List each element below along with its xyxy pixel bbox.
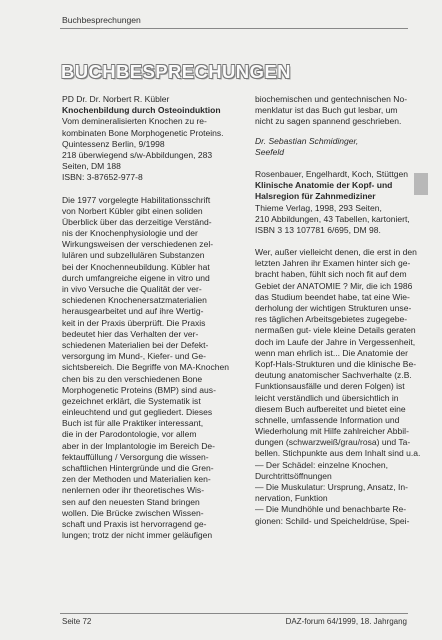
review1-body-line: schiedenen Materialien bei der Defekt- — [62, 339, 209, 350]
review1-body-line: nenlernen oder ihr theoretisches Wis- — [62, 485, 205, 496]
review1-body — [62, 195, 230, 542]
review1-body-line: bedeutet hier das Verhalten der ver- — [62, 328, 199, 339]
review1-body-line: Morphogenetic Proteins (BMP) sind aus- — [62, 384, 216, 395]
review1-subtitle-line: Vom demineralisierten Knochen zu re- — [62, 116, 207, 127]
review1-body-line: einleuchtend und gut gegliedert. Dieses — [62, 407, 213, 418]
review2-authors: Rosenbauer, Engelhardt, Koch, Stüttgen — [255, 168, 409, 179]
review1-body-line: schiedenen Knochenersatzmaterialien — [62, 295, 207, 306]
review2-body-line: deutung anatomischer Sachverhalte (z.B. — [255, 370, 412, 381]
review2-body-line: — Der Schädel: einzelne Knochen, — [255, 459, 389, 470]
review1-body-line: sichtsbereich. Die Begriffe von MA-Knochen — [62, 362, 230, 373]
review2-title-line: Halsregion für Zahnmediziner — [255, 191, 376, 202]
review1-body-line: wollen. Die Brücke zwischen Wissen- — [62, 507, 204, 518]
review2-title-line: Klinische Anatomie der Kopf- und — [255, 180, 393, 191]
review2-body-line: bracht haben, fühlt sich noch fit auf dem — [255, 269, 407, 280]
review1-reviewer: Dr. Sebastian Schmidinger, — [255, 135, 359, 146]
review2-body-line: nervation, Funktion — [255, 493, 328, 504]
review2-body-line: leicht verständlich und übersichtlich in — [255, 392, 399, 403]
review1-body-line: schaftlichen Hintergründe und die Gren- — [62, 463, 214, 473]
review1-body-line: nis der Knochenphysiologie und der — [62, 228, 198, 239]
review1-body-line: von Norbert Kübler gibt einen soliden — [62, 205, 203, 216]
review2-body-line: Kopf-Hals-Strukturen und die klinische Be- — [255, 358, 417, 369]
review2-body-line: — Die Mundhöhle und benachbarte Re- — [255, 504, 407, 515]
review1-body-line: Die 1977 vorgelegte Habilitationsschrift — [62, 194, 211, 205]
review1-title: Knochenbildung durch Osteoinduktion — [62, 105, 221, 116]
review1-body-line: fektauffüllung / Versorgung die wissen- — [62, 451, 209, 462]
review2-body-line: Wer, außer vielleicht denen, die erst in den — [255, 247, 417, 258]
review2-body — [255, 247, 423, 527]
review2-body-line: — Die Muskulatur: Ursprung, Ansatz, In- — [255, 482, 408, 492]
review2-body-line: res täglichen Arbeitsgebietes zugegebe- — [255, 314, 408, 325]
review2-meta-line: Thieme Verlag, 1998, 293 Seiten, — [255, 202, 382, 213]
review1-subtitle-line: kombinaten Bone Morphogenetic Proteins. — [62, 127, 224, 138]
review2-body-line: das Studium beendet habe, tat eine Wie- — [255, 291, 410, 302]
review1-body-line: in vivo Versuche die Qualität der ver- — [62, 284, 202, 294]
review2-body-line: derholung der wichtigen Strukturen unse- — [255, 303, 412, 313]
review1-meta-line: Quintessenz Berlin, 9/1998 — [62, 138, 165, 149]
review1-meta-line: Seiten, DM 188 — [62, 161, 121, 172]
review2-body-line: bellen. Stichpunkte aus dem Inhalt sind u.a. — [255, 448, 421, 459]
review1-meta-line: 218 überwiegend s/w-Abbildungen, 283 — [62, 149, 213, 160]
review1-reviewer-location: Seefeld — [255, 146, 284, 157]
review1-body-line: keit in der Praxis überprüft. Die Praxis — [62, 317, 206, 328]
review1-body-line: schaft und Praxis ist hervorragend ge- — [62, 518, 207, 529]
right-column — [255, 94, 423, 527]
review1-continuation-line: nicht zu sagen spannend geschrieben. — [255, 116, 402, 127]
review1-continuation-line: menklatur ist das Buch gut lesbar, um — [255, 105, 398, 116]
review2-body-line: wenn man ehrlich ist... Die Anatomie der — [255, 347, 408, 358]
header-rule — [60, 28, 408, 29]
page-number: Seite 72 — [62, 617, 92, 626]
review2-body-line: nermaßen gut- viele kleine Details geraten — [255, 325, 416, 336]
review2-body-line: gionen: Schild- und Speicheldrüse, Spei- — [255, 515, 410, 526]
review1-continuation-line: biochemischen und gentechnischen No- — [255, 94, 408, 104]
running-head: Buchbesprechungen — [62, 15, 141, 25]
review2-body-line: Wiederholung mit Hilfe zahlreicher Abbil- — [255, 426, 409, 437]
review1-body-line: herausgearbeitet und auf ihre Wertig- — [62, 306, 204, 317]
review1-author: PD Dr. Dr. Norbert R. Kübler — [62, 94, 170, 104]
review1-body-line: lulären und subzellulären Substanzen — [62, 250, 205, 261]
review2-meta-line: 210 Abbildungen, 43 Tabellen, kartoniert, — [255, 213, 410, 224]
review1-body-line: lungen; trotz der nicht immer geläufigen — [62, 530, 213, 541]
review2-body-line: schnelle, umfassende Information und — [255, 414, 400, 425]
review2-body-line: letzten Jahren ihr Examen hinter sich ge- — [255, 258, 411, 269]
review2-body-line: doch im Laufe der Jahre in Vergessenheit, — [255, 336, 416, 347]
review1-body-line: sen auf den neuesten Stand bringen — [62, 496, 200, 507]
review2-meta-line: ISBN 3 13 107781 6/695, DM 98. — [255, 224, 381, 235]
journal-info: DAZ-forum 64/1999, 18. Jahrgang — [285, 617, 407, 626]
review1-body-line: durch umfangreiche eigene in vitro und — [62, 272, 210, 283]
review2-body-line: Durchtrittsöffnungen — [255, 470, 332, 481]
review1-body-line: zen der Methoden und Materialien ken- — [62, 474, 211, 485]
review1-body-line: chen bis zu den verschiedenen Bone — [62, 373, 203, 384]
review2-body-line: dungen (schwarzweiß/grau/rosa) und Ta- — [255, 437, 411, 448]
footer-rule — [60, 613, 408, 614]
review1-body-line: Buch ist für alle Praktiker interessant, — [62, 418, 204, 429]
review1-body-line: die in der Parodontologie, vor allem — [62, 429, 197, 440]
review1-body-line: gezeichnet erklärt, die Systematik ist — [62, 395, 201, 406]
review1-body-line: bei der Knochenneubildung. Kübler hat — [62, 261, 210, 272]
review2-body-line: diesem Buch aufbereitet und bietet eine — [255, 403, 406, 414]
section-title: BUCHBESPRECHUNGEN — [61, 61, 291, 82]
review2-body-line: Funktionsausfälle und deren Folgen) ist — [255, 381, 405, 392]
review2-body-line: Gebiet der ANATOMIE ? Mir, die ich 1986 — [255, 280, 413, 291]
review1-body-line: versorgung im Mund-, Kiefer- und Ge- — [62, 351, 206, 362]
left-column — [62, 94, 230, 541]
review1-body-line: Überblick über das derzeitige Verständ- — [62, 216, 212, 227]
review1-meta-line: ISBN: 3-87652-977-8 — [62, 172, 143, 183]
review1-body-line: aber in der Implantologie im Bereich De- — [62, 440, 215, 451]
review1-body-line: Wirkungsweisen der verschiedenen zel- — [62, 239, 214, 250]
